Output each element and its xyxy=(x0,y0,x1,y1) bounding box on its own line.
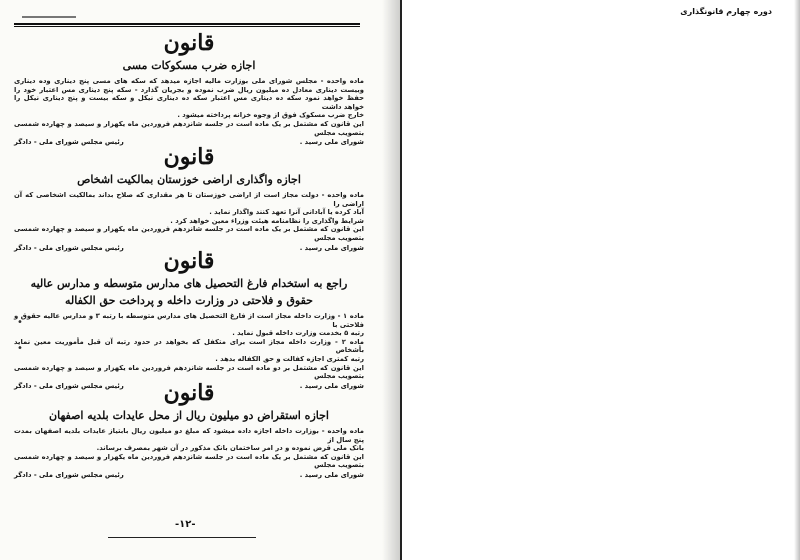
header-rule xyxy=(14,23,360,25)
law-paragraph: ماده واحده - دولت مجاز است از اراضی خوزستان تا هر مقداری که صلاح بداند بمالکیت اشخاصی که آن اراضی را xyxy=(14,191,364,208)
law-paragraph: ماده ۱ - وزارت داخله مجاز است از فارغ التحصیل های مدارس متوسطه با رتبه ۳ و مدارس عالیه حقوق و فلاحتی با xyxy=(14,312,364,329)
running-header: دوره چهارم قانونگذاری xyxy=(680,7,772,16)
header-rule-thin xyxy=(14,26,360,27)
page-number: -۱۲- xyxy=(175,519,196,530)
law-body xyxy=(14,427,364,470)
law-1 xyxy=(14,30,364,147)
book-gutter xyxy=(382,0,400,560)
right-page-blank xyxy=(402,0,800,560)
law-paragraph: رتبه کمتری اجازه کفالت و حق الکفاله بدهد . xyxy=(215,354,364,363)
signature-right: رئیس مجلس شورای ملی - دادگر xyxy=(14,381,124,390)
signature-right: رئیس مجلس شورای ملی - دادگر xyxy=(14,470,124,479)
law-body xyxy=(14,77,364,137)
law-paragraph: خارج ضرب مسکوک فوق از وجوه خزانه پرداخته میشود . xyxy=(177,111,364,120)
law-title: قانون xyxy=(163,380,215,406)
law-paragraph: این قانون که مشتمل بر یک ماده است در جلسه شانزدهم فروردین ماه یکهزار و سیصد و چهارده شمسی بتصویب مجلس xyxy=(14,452,364,470)
law-paragraph: رتبه ۵ بخدمت وزارت داخله قبول نماید . xyxy=(232,329,364,338)
margin-bullet-icon: • xyxy=(17,343,23,354)
law-paragraph: این قانون که مشتمل بر یک ماده است در جلسه شانزدهم فروردین ماه یکهزار و سیصد و چهارده شمسی بتصویب مجلس xyxy=(14,225,364,242)
law-subtitle: اجازه استقراض دو میلیون ریال از محل عایدات بلدیه اصفهان xyxy=(49,409,329,422)
law-3 xyxy=(14,248,364,391)
law-paragraph: ماده ۲ - وزارت داخله مجاز است برای متکفل که بخواهد در حدود رتبه آن قبل مأموریت معین نماید بأشخاص xyxy=(14,337,364,355)
signature-right: رئیس مجلس شورای ملی - دادگر xyxy=(14,243,124,252)
law-title: قانون xyxy=(163,144,215,170)
signature-right: رئیس مجلس شورای ملی - دادگر xyxy=(14,138,124,147)
law-body xyxy=(14,312,364,381)
header-ornament xyxy=(22,16,76,18)
law-subtitle: اجازه ضرب مسکوکات مسی xyxy=(122,59,256,72)
law-paragraph: شرایط واگذاری را نظامنامه هیئت وزراء معین خواهد کرد . xyxy=(170,216,364,225)
law-paragraph: این قانون که مشتمل بر یک ماده است در جلسه شانزدهم فروردین ماه یکهزار و سیصد و چهارده شمسی بتصویب مجلس xyxy=(14,119,364,137)
law-4 xyxy=(14,380,364,480)
signature-left: شورای ملی رسید . xyxy=(299,381,364,390)
law-title: قانون xyxy=(163,30,215,56)
law-paragraph: بانک ملی قرض نموده و در امر ساختمان بانک مذکور در آن شهر بمصرف برساند. xyxy=(96,444,364,453)
footer-rule xyxy=(108,537,256,538)
law-title: قانون xyxy=(163,248,215,274)
signature-left: شورای ملی رسید . xyxy=(299,243,364,252)
law-body xyxy=(14,191,364,243)
law-paragraph: آباد کرده یا آبادانی آنرا تعهد کنند واگذار نماید . xyxy=(209,208,364,217)
margin-bullet-icon: • xyxy=(17,317,23,328)
law-signature xyxy=(14,471,364,480)
law-subtitle-line-2: حقوق و فلاحتی در وزارت داخله و پرداخت حق الکفاله xyxy=(65,294,313,307)
signature-left: شورای ملی رسید . xyxy=(299,138,364,147)
law-subtitle: اجازه واگذاری اراضی خوزستان بمالکیت اشخاص xyxy=(77,173,301,186)
law-paragraph: ماده واحده - بوزارت داخله اجازه داده میشود که مبلغ دو میلیون ریال بابتیاز عایدات بلدیه اصفهان بمدت پنج سال از xyxy=(14,427,364,444)
signature-left: شورای ملی رسید . xyxy=(299,470,364,479)
law-subtitle: راجع به استخدام فارغ التحصیل های مدارس متوسطه و مدارس عالیه xyxy=(30,277,348,290)
law-paragraph: ماده واحده - مجلس شورای ملی بوزارت مالیه اجازه میدهد که سکه های مسی پنج دیناری وده دیناری وبیست دیناری معادل ده میلیون ریال ضرب نموده و بجریان گذارد - سکه پنج دیناری مس اعتبار خود را حفظ خواهد نمود سکه ده دیناری مس اعتبار سکه ده دیناری نیکل و سکه بیست و پنج دیناری نیکل را خواهد داشت xyxy=(14,77,364,111)
law-2 xyxy=(14,144,364,253)
page-edge-shadow xyxy=(794,0,800,560)
law-paragraph: این قانون که مشتمل بر دو ماده است در جلسه شانزدهم فروردین ماه یکهزار و سیصد و چهارده شمسی بتصویب مجلس xyxy=(14,363,364,381)
